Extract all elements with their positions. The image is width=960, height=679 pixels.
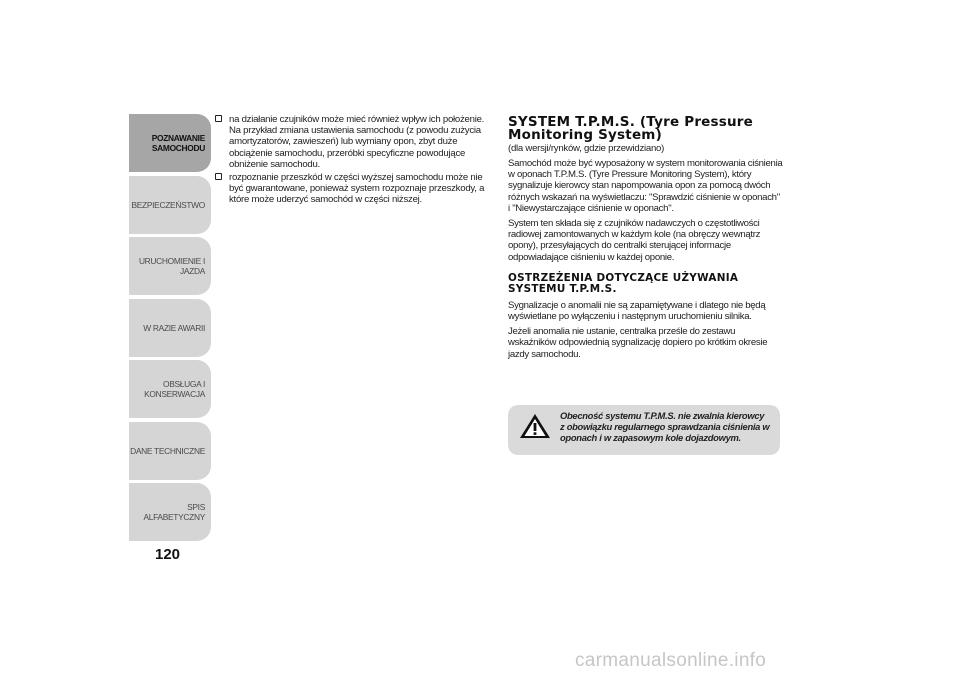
tab-dane-techniczne[interactable] (129, 422, 211, 480)
bullet-text: rozpoznanie przeszkód w części wyższej samochodu może nie być gwarantowane, ponieważ system rozpoznaje przeszkody, a które może uderzyć samochód w części niższej. (229, 172, 485, 206)
checkbox-bullet-icon (215, 173, 222, 180)
bullet-item (215, 172, 497, 206)
tab-label: URUCHOMIENIE I JAZDA (138, 256, 205, 276)
tab-w-razie-awarii[interactable] (129, 299, 211, 357)
checkbox-bullet-icon (215, 115, 222, 122)
tab-label: DANE TECHNICZNE (130, 445, 205, 456)
tab-label: W RAZIE AWARII (143, 322, 205, 333)
left-column (215, 114, 497, 208)
tab-label: OBSŁUGA I KONSERWACJA (144, 379, 205, 399)
bullet-item (215, 114, 497, 170)
tab-poznawanie-samochodu[interactable] (129, 114, 211, 172)
paragraph: Sygnalizacje o anomalii nie są zapamiętywane i dlatego nie będą wyświetlane po wyłączeniu i następnym uruchomieniu silnika. (508, 299, 766, 323)
section-title: SYSTEM T.P.M.S. (Tyre Pressure Monitoring System) (508, 114, 754, 143)
bullet-text: na działanie czujników może mieć również wpływ ich położenie. Na przykład zmiana ustawienia samochodu (z powodu zużycia amortyzatorów, zawieszeń) lub wymiany opon, zbyt duże obciążenie samochodu, przeróbki specyficzne powodujące obniżenie samochodu. (229, 114, 485, 170)
right-column (508, 116, 783, 364)
paragraph: System ten składa się z czujników nadawczych o częstotliwości radiowej zamontowanych w każdym kole (na obręczy wewnątrz opony), przesyłających do centralki sterującej informacje odpowiadające ciśnieniu w każdej oponie. (508, 218, 761, 263)
paragraph: Jeżeli anomalia nie ustanie, centralka prześle do zestawu wskaźników odpowiednią sygnalizację dopiero po krótkim okresie jazdy samochodu. (508, 326, 768, 360)
tab-uruchomienie-i-jazda[interactable] (129, 237, 211, 295)
watermark-text: carmanualsonline.info (575, 650, 767, 671)
section-subtitle: (dla wersji/rynków, gdzie przewidziano) (508, 143, 665, 154)
tab-label: BEZPIECZEŃSTWO (131, 199, 205, 210)
tab-bezpieczenstwo[interactable] (129, 176, 211, 234)
subsection-heading: OSTRZEŻENIA DOTYCZĄCE UŻYWANIA SYSTEMU T.P.M.S. (508, 271, 739, 295)
tab-obsluga-i-konserwacja[interactable] (129, 360, 211, 418)
tab-label: POZNAWANIE SAMOCHODU (151, 133, 205, 153)
chapter-tabs (129, 114, 211, 545)
tab-label: SPIS ALFABETYCZNY (143, 502, 205, 522)
page-number: 120 (155, 546, 181, 563)
warning-box (508, 405, 780, 455)
tab-spis-alfabetyczny[interactable] (129, 483, 211, 541)
warning-text: Obecność systemu T.P.M.S. nie zwalnia kierowcy z obowiązku regularnego sprawdzania ciśnienia w oponach i w zapasowym kole dojazdowym. (560, 410, 770, 443)
paragraph: Samochód może być wyposażony w system monitorowania ciśnienia w oponach T.P.M.S. (Tyre Pressure Monitoring System), który sygnalizuje kierowcy stan napompowania opon za pomocą dwóch różnych wskazań na wyświetlaczu: "Sprawdzić ciśnienie w oponach" i "Niewystarczające ciśnienie w oponach". (508, 158, 783, 214)
warning-triangle-icon (519, 413, 551, 439)
